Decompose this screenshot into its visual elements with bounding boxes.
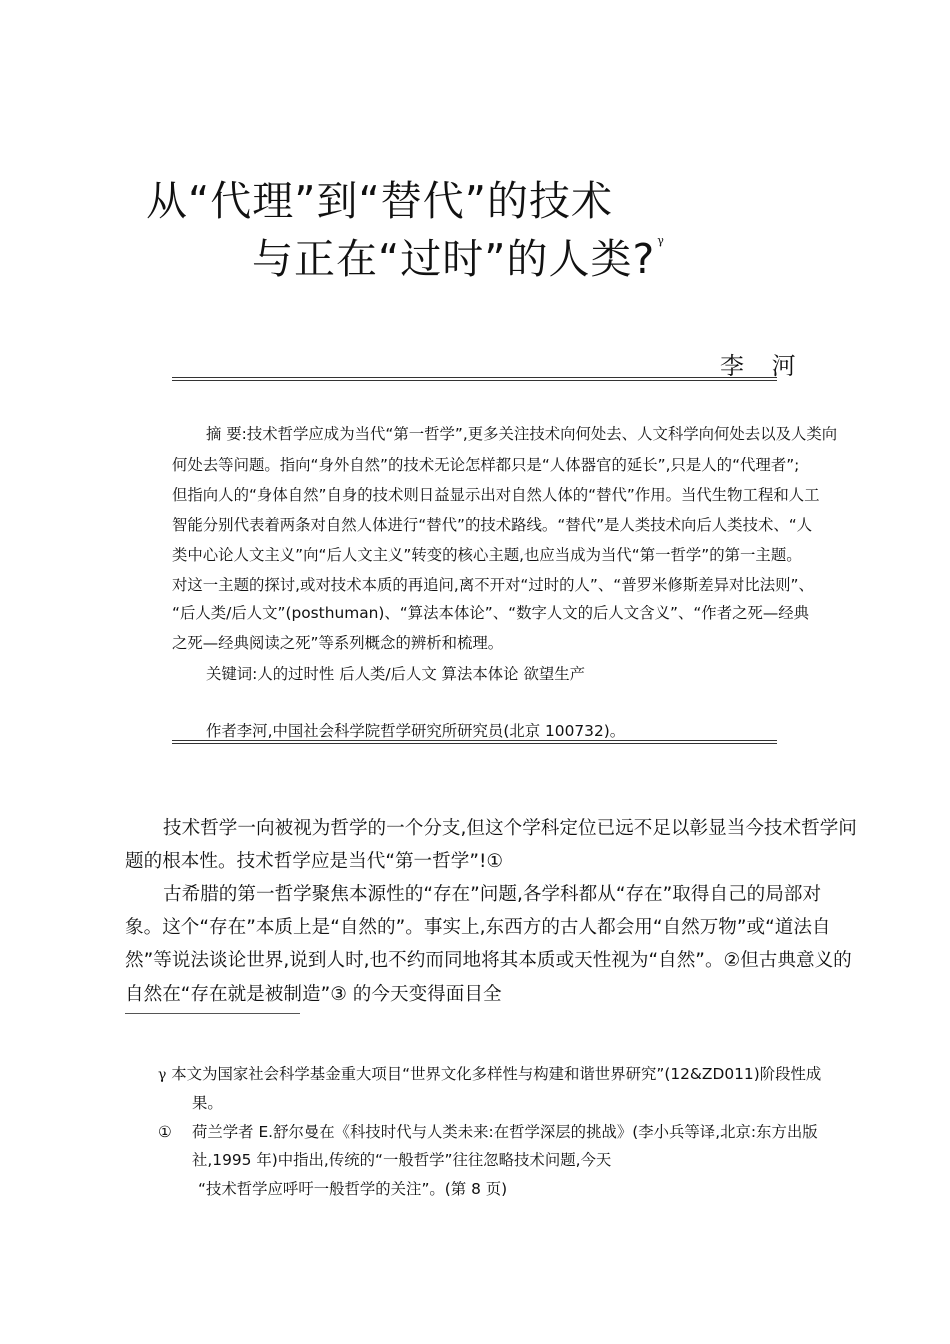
author-info: 作者李河,中国社会科学院哲学研究所研究员(北京 100732)。 [206, 722, 626, 740]
author-name: 李 河 [720, 352, 806, 380]
body-line: 古希腊的第一哲学聚焦本源性的“存在”问题,各学科都从“存在”取得自己的局部对 [163, 884, 822, 905]
title-line-1 [146, 168, 613, 227]
body-line: 然”等说法谈论世界,说到人时,也不约而同地将其本质或天性视为“自然”。②但古典意义的 [125, 950, 852, 971]
abstract-line: 类中心论人文主义”向“后人文主义”转变的核心主题,也应当成为当代“第一哲学”的第一主题。 [172, 546, 802, 564]
footnote-gamma-mark: γ [158, 1067, 167, 1083]
abstract-line: 对这一主题的探讨,或对技术本质的再追问,离不开对“过时的人”、“普罗米修斯差异对比法则”、 [172, 576, 814, 594]
footnote-1-mark: ① [158, 1123, 172, 1141]
footnote-1-line: “技术哲学应呼吁一般哲学的关注”。(第 8 页) [198, 1180, 508, 1198]
body-line: 自然在“存在就是被制造”③ 的今天变得面目全 [125, 984, 502, 1005]
footnote-separator [125, 1013, 300, 1014]
title-line-2-text: 与正在“过时”的人类? [252, 235, 656, 283]
footnote-gamma-text: 本文为国家社会科学基金重大项目“世界文化多样性与构建和谐世界研究”(12&ZD011)阶段性成 [171, 1065, 822, 1083]
footnote-gamma [158, 1064, 821, 1085]
abstract-line: 但指向人的“身体自然”自身的技术则日益显示出对自然人体的“替代”作用。当代生物工程和人工 [172, 486, 820, 504]
abstract-line: “后人类/后人文”(posthuman)、“算法本体论”、“数字人文的后人文含义”、“作者之死—经典 [172, 604, 810, 622]
abstract-line: 之死—经典阅读之死”等系列概念的辨析和梳理。 [172, 634, 504, 652]
abstract-divider [172, 740, 777, 744]
title-line-2 [252, 226, 665, 285]
title-line-1-text: 从“代理”到“替代”的技术 [146, 177, 613, 225]
body-line: 题的根本性。技术哲学应是当代“第一哲学”!① [125, 851, 504, 872]
abstract-line: 摘 要:技术哲学应成为当代“第一哲学”,更多关注技术向何处去、人文科学向何处去以及人类向 [206, 425, 838, 443]
footnote-gamma-continued: 果。 [192, 1094, 223, 1112]
author-divider [172, 377, 777, 381]
body-line: 象。这个“存在”本质上是“自然的”。事实上,东西方的古人都会用“自然万物”或“道法自 [125, 917, 831, 938]
body-line: 技术哲学一向被视为哲学的一个分支,但这个学科定位已远不足以彰显当今技术哲学问 [163, 818, 857, 839]
abstract-line: 智能分别代表着两条对自然人体进行“替代”的技术路线。“替代”是人类技术向后人类技术、“人 [172, 516, 813, 534]
title-footnote-mark[interactable]: γ [657, 234, 665, 247]
keywords: 关键词:人的过时性 后人类/后人文 算法本体论 欲望生产 [206, 665, 586, 683]
footnote-1-line: 荷兰学者 E.舒尔曼在《科技时代与人类未来:在哲学深层的挑战》(李小兵等译,北京:东方出版 [192, 1123, 818, 1141]
footnote-1-line: 社,1995 年)中指出,传统的“一般哲学”往往忽略技术问题,今天 [192, 1151, 612, 1169]
abstract-line: 何处去等问题。指向“身外自然”的技术无论怎样都只是“人体器官的延长”,只是人的“代理者”; [172, 456, 800, 474]
